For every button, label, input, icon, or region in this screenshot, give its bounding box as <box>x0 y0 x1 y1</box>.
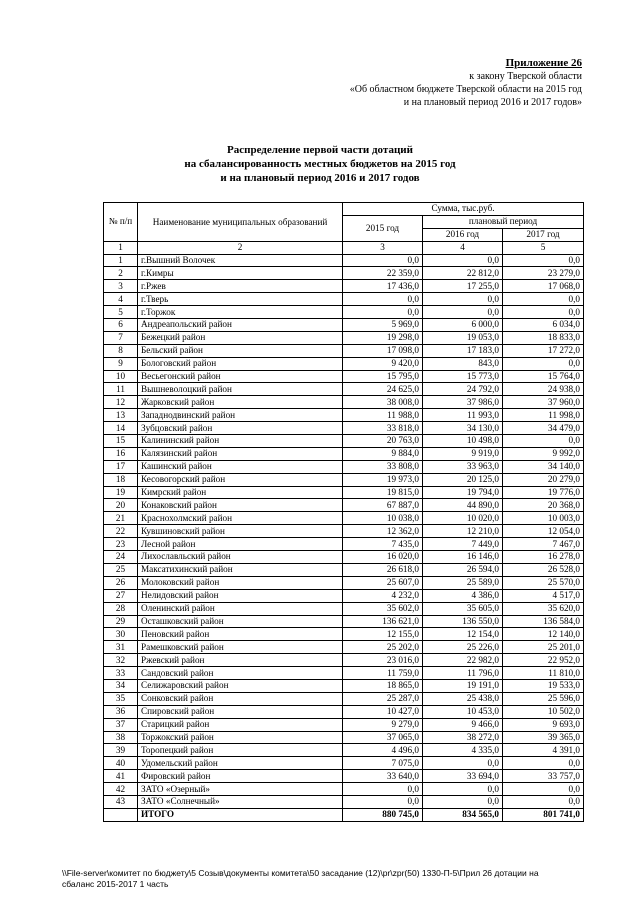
row-2016: 17 183,0 <box>423 344 503 357</box>
appendix-line-2: «Об областном бюджете Тверской области на 2015 год <box>349 84 582 95</box>
row-2015: 19 815,0 <box>343 486 423 499</box>
row-2016: 15 773,0 <box>423 370 503 383</box>
row-2017: 24 938,0 <box>503 383 584 396</box>
row-index: 13 <box>104 409 138 422</box>
document-heading <box>0 143 640 185</box>
row-index: 18 <box>104 473 138 486</box>
row-2016: 10 453,0 <box>423 705 503 718</box>
row-index: 5 <box>104 306 138 319</box>
row-2016: 35 605,0 <box>423 602 503 615</box>
row-2015: 38 008,0 <box>343 396 423 409</box>
header-2016: 2016 год <box>423 228 503 241</box>
row-index: 10 <box>104 370 138 383</box>
row-name: Лесной район <box>138 538 343 551</box>
table-row <box>104 744 584 757</box>
table-row <box>104 731 584 744</box>
row-2016: 4 335,0 <box>423 744 503 757</box>
subsidy-table <box>103 202 584 822</box>
table-row <box>104 293 584 306</box>
row-index: 24 <box>104 551 138 564</box>
row-2015: 12 362,0 <box>343 525 423 538</box>
row-2017: 0,0 <box>503 306 584 319</box>
row-name: Спировский район <box>138 705 343 718</box>
row-index: 1 <box>104 254 138 267</box>
row-2016: 0,0 <box>423 254 503 267</box>
row-2015: 19 298,0 <box>343 331 423 344</box>
row-2016: 22 982,0 <box>423 654 503 667</box>
row-2017: 7 467,0 <box>503 538 584 551</box>
table-row <box>104 331 584 344</box>
row-name: Сонковский район <box>138 692 343 705</box>
row-index: 4 <box>104 293 138 306</box>
row-name: г.Ржев <box>138 280 343 293</box>
row-name: Краснохолмский район <box>138 512 343 525</box>
row-name: Максатихинский район <box>138 563 343 576</box>
row-2016: 33 694,0 <box>423 770 503 783</box>
row-2015: 7 435,0 <box>343 538 423 551</box>
table-row <box>104 795 584 808</box>
row-2016: 0,0 <box>423 795 503 808</box>
row-index: 40 <box>104 757 138 770</box>
total-2017: 801 741,0 <box>503 808 584 821</box>
row-index: 43 <box>104 795 138 808</box>
row-2015: 22 359,0 <box>343 267 423 280</box>
header-2017: 2017 год <box>503 228 584 241</box>
row-2017: 19 533,0 <box>503 679 584 692</box>
table-row <box>104 486 584 499</box>
row-name: Торопецкий район <box>138 744 343 757</box>
row-name: Калининский район <box>138 435 343 448</box>
table-row <box>104 525 584 538</box>
row-2015: 0,0 <box>343 254 423 267</box>
row-2016: 0,0 <box>423 293 503 306</box>
row-index: 33 <box>104 667 138 680</box>
total-label: ИТОГО <box>138 808 343 821</box>
table-row <box>104 447 584 460</box>
appendix-line-1: к закону Тверской области <box>469 71 582 82</box>
row-2015: 9 279,0 <box>343 718 423 731</box>
row-2015: 26 618,0 <box>343 563 423 576</box>
row-name: г.Тверь <box>138 293 343 306</box>
row-2016: 20 125,0 <box>423 473 503 486</box>
footer-line-2: сбаланс 2015-2017 1 часть <box>62 879 169 889</box>
file-path-footer <box>62 868 582 890</box>
row-name: Кувшиновский район <box>138 525 343 538</box>
row-name: г.Кимры <box>138 267 343 280</box>
heading-line-1: Распределение первой части дотаций <box>227 144 413 156</box>
row-2015: 17 098,0 <box>343 344 423 357</box>
row-2015: 24 625,0 <box>343 383 423 396</box>
row-2015: 16 020,0 <box>343 551 423 564</box>
table-row <box>104 499 584 512</box>
row-index: 39 <box>104 744 138 757</box>
colnum-2: 2 <box>138 241 343 254</box>
row-2016: 33 963,0 <box>423 460 503 473</box>
table-row <box>104 280 584 293</box>
row-2015: 12 155,0 <box>343 628 423 641</box>
table-row <box>104 770 584 783</box>
table-row <box>104 460 584 473</box>
row-2017: 37 960,0 <box>503 396 584 409</box>
row-2016: 4 386,0 <box>423 589 503 602</box>
row-2017: 9 992,0 <box>503 447 584 460</box>
appendix-title: Приложение 26 <box>505 57 582 69</box>
total-2016: 834 565,0 <box>423 808 503 821</box>
row-index: 25 <box>104 563 138 576</box>
row-index: 29 <box>104 615 138 628</box>
row-2015: 25 202,0 <box>343 641 423 654</box>
row-name: Кимрский район <box>138 486 343 499</box>
row-index: 21 <box>104 512 138 525</box>
row-name: г.Вышний Волочек <box>138 254 343 267</box>
table-row <box>104 692 584 705</box>
row-2015: 4 496,0 <box>343 744 423 757</box>
table-row <box>104 679 584 692</box>
row-name: Старицкий район <box>138 718 343 731</box>
row-2017: 22 952,0 <box>503 654 584 667</box>
row-name: Бологовский район <box>138 357 343 370</box>
row-name: Конаковский район <box>138 499 343 512</box>
row-2016: 0,0 <box>423 757 503 770</box>
row-index: 38 <box>104 731 138 744</box>
table-row <box>104 254 584 267</box>
row-2015: 25 287,0 <box>343 692 423 705</box>
row-2017: 11 810,0 <box>503 667 584 680</box>
table-row <box>104 306 584 319</box>
table-row <box>104 344 584 357</box>
row-2016: 10 498,0 <box>423 435 503 448</box>
row-2016: 7 449,0 <box>423 538 503 551</box>
row-2015: 33 640,0 <box>343 770 423 783</box>
row-2016: 37 986,0 <box>423 396 503 409</box>
table-row <box>104 267 584 280</box>
row-2015: 67 887,0 <box>343 499 423 512</box>
row-2016: 10 020,0 <box>423 512 503 525</box>
row-2017: 39 365,0 <box>503 731 584 744</box>
row-2016: 9 466,0 <box>423 718 503 731</box>
table-row <box>104 538 584 551</box>
row-index: 3 <box>104 280 138 293</box>
row-name: Рамешковский район <box>138 641 343 654</box>
table-row <box>104 654 584 667</box>
row-index: 30 <box>104 628 138 641</box>
row-2015: 19 973,0 <box>343 473 423 486</box>
row-2017: 10 502,0 <box>503 705 584 718</box>
row-2017: 34 140,0 <box>503 460 584 473</box>
row-2015: 4 232,0 <box>343 589 423 602</box>
row-2015: 11 759,0 <box>343 667 423 680</box>
row-index: 36 <box>104 705 138 718</box>
appendix-line-3: и на плановый период 2016 и 2017 годов» <box>403 97 582 108</box>
row-2017: 23 279,0 <box>503 267 584 280</box>
row-2015: 0,0 <box>343 795 423 808</box>
row-index: 17 <box>104 460 138 473</box>
row-2016: 24 792,0 <box>423 383 503 396</box>
row-2017: 12 054,0 <box>503 525 584 538</box>
row-2017: 25 596,0 <box>503 692 584 705</box>
header-2015: 2015 год <box>343 215 423 241</box>
row-2015: 35 602,0 <box>343 602 423 615</box>
row-2015: 18 865,0 <box>343 679 423 692</box>
row-2015: 10 038,0 <box>343 512 423 525</box>
row-index: 34 <box>104 679 138 692</box>
footer-line-1: \\File-server\комитет по бюджету\5 Созыв\документы комитета\50 засадание (12)\pr\zpr(50) 1330-П-5\Прил 26 дотации на <box>62 868 539 878</box>
row-2015: 17 436,0 <box>343 280 423 293</box>
row-name: Бельский район <box>138 344 343 357</box>
table-row <box>104 512 584 525</box>
row-index: 32 <box>104 654 138 667</box>
row-2016: 26 594,0 <box>423 563 503 576</box>
table-row <box>104 473 584 486</box>
row-name: Кесовогорский район <box>138 473 343 486</box>
table-row <box>104 602 584 615</box>
row-index: 22 <box>104 525 138 538</box>
row-2017: 9 693,0 <box>503 718 584 731</box>
row-2017: 25 570,0 <box>503 576 584 589</box>
row-2017: 20 368,0 <box>503 499 584 512</box>
row-2016: 19 191,0 <box>423 679 503 692</box>
row-2017: 26 528,0 <box>503 563 584 576</box>
row-2015: 136 621,0 <box>343 615 423 628</box>
row-2016: 12 154,0 <box>423 628 503 641</box>
row-index: 8 <box>104 344 138 357</box>
table-row <box>104 409 584 422</box>
row-2017: 34 479,0 <box>503 422 584 435</box>
row-2015: 9 884,0 <box>343 447 423 460</box>
row-name: Ржевский район <box>138 654 343 667</box>
row-2017: 35 620,0 <box>503 602 584 615</box>
row-2016: 9 919,0 <box>423 447 503 460</box>
table-row <box>104 357 584 370</box>
row-name: Вышневолоцкий район <box>138 383 343 396</box>
table-body <box>104 254 584 808</box>
row-2017: 4 391,0 <box>503 744 584 757</box>
colnum-4: 4 <box>423 241 503 254</box>
row-2017: 11 998,0 <box>503 409 584 422</box>
table-row <box>104 615 584 628</box>
row-2017: 6 034,0 <box>503 319 584 332</box>
colnum-3: 3 <box>343 241 423 254</box>
colnum-1: 1 <box>104 241 138 254</box>
row-index: 37 <box>104 718 138 731</box>
row-name: Бежецкий район <box>138 331 343 344</box>
row-2017: 0,0 <box>503 757 584 770</box>
row-2016: 17 255,0 <box>423 280 503 293</box>
row-index: 31 <box>104 641 138 654</box>
row-index: 26 <box>104 576 138 589</box>
row-name: Весьегонский район <box>138 370 343 383</box>
row-index: 11 <box>104 383 138 396</box>
row-name: Молоковский район <box>138 576 343 589</box>
row-name: Зубцовский район <box>138 422 343 435</box>
header-plan-period: плановый период <box>423 215 584 228</box>
row-2016: 19 794,0 <box>423 486 503 499</box>
table-row <box>104 718 584 731</box>
row-2017: 19 776,0 <box>503 486 584 499</box>
row-2016: 16 146,0 <box>423 551 503 564</box>
total-row <box>104 808 584 821</box>
row-index: 27 <box>104 589 138 602</box>
row-2016: 19 053,0 <box>423 331 503 344</box>
row-2017: 10 003,0 <box>503 512 584 525</box>
row-2015: 0,0 <box>343 783 423 796</box>
row-name: Сандовский район <box>138 667 343 680</box>
row-2015: 10 427,0 <box>343 705 423 718</box>
row-2015: 7 075,0 <box>343 757 423 770</box>
row-2016: 0,0 <box>423 783 503 796</box>
table-row <box>104 667 584 680</box>
row-2016: 25 589,0 <box>423 576 503 589</box>
table-row <box>104 589 584 602</box>
row-index: 23 <box>104 538 138 551</box>
table-row <box>104 783 584 796</box>
row-index: 2 <box>104 267 138 280</box>
row-2015: 33 808,0 <box>343 460 423 473</box>
row-index: 6 <box>104 319 138 332</box>
row-2017: 20 279,0 <box>503 473 584 486</box>
row-2016: 38 272,0 <box>423 731 503 744</box>
row-2017: 0,0 <box>503 293 584 306</box>
row-2016: 12 210,0 <box>423 525 503 538</box>
header-number: № п/п <box>104 203 138 242</box>
heading-line-2: на сбалансированность местных бюджетов на 2015 год <box>184 158 456 170</box>
row-2016: 11 993,0 <box>423 409 503 422</box>
row-2017: 17 068,0 <box>503 280 584 293</box>
table-row <box>104 319 584 332</box>
row-2017: 4 517,0 <box>503 589 584 602</box>
row-2017: 0,0 <box>503 795 584 808</box>
row-2015: 5 969,0 <box>343 319 423 332</box>
row-name: Кашинский район <box>138 460 343 473</box>
row-2016: 0,0 <box>423 306 503 319</box>
row-2017: 0,0 <box>503 435 584 448</box>
row-index: 42 <box>104 783 138 796</box>
row-2017: 18 833,0 <box>503 331 584 344</box>
appendix-header <box>350 57 582 109</box>
table-row <box>104 641 584 654</box>
row-2017: 17 272,0 <box>503 344 584 357</box>
table-row <box>104 435 584 448</box>
row-name: Пеновский район <box>138 628 343 641</box>
table-row <box>104 370 584 383</box>
row-name: Фировский район <box>138 770 343 783</box>
row-index: 35 <box>104 692 138 705</box>
row-name: г.Торжок <box>138 306 343 319</box>
row-2015: 23 016,0 <box>343 654 423 667</box>
header-sum: Сумма, тыс.руб. <box>343 203 584 216</box>
row-name: Нелидовский район <box>138 589 343 602</box>
table-row <box>104 383 584 396</box>
row-index: 28 <box>104 602 138 615</box>
row-2016: 22 812,0 <box>423 267 503 280</box>
table-row <box>104 551 584 564</box>
row-name: Удомельский район <box>138 757 343 770</box>
row-index: 20 <box>104 499 138 512</box>
row-2016: 136 550,0 <box>423 615 503 628</box>
row-name: ЗАТО «Солнечный» <box>138 795 343 808</box>
row-index: 16 <box>104 447 138 460</box>
row-name: Осташковский район <box>138 615 343 628</box>
row-2016: 44 890,0 <box>423 499 503 512</box>
table-row <box>104 705 584 718</box>
row-2016: 6 000,0 <box>423 319 503 332</box>
table-row <box>104 563 584 576</box>
row-name: Калязинский район <box>138 447 343 460</box>
row-2015: 11 988,0 <box>343 409 423 422</box>
row-name: ЗАТО «Озерный» <box>138 783 343 796</box>
row-2016: 25 226,0 <box>423 641 503 654</box>
row-index: 9 <box>104 357 138 370</box>
row-2015: 0,0 <box>343 293 423 306</box>
table-row <box>104 628 584 641</box>
row-2015: 37 065,0 <box>343 731 423 744</box>
row-name: Андреапольский район <box>138 319 343 332</box>
row-name: Торжокский район <box>138 731 343 744</box>
row-2015: 9 420,0 <box>343 357 423 370</box>
row-2017: 0,0 <box>503 254 584 267</box>
row-2015: 33 818,0 <box>343 422 423 435</box>
row-name: Лихославльский район <box>138 551 343 564</box>
table-row <box>104 576 584 589</box>
row-name: Селижаровский район <box>138 679 343 692</box>
row-index: 41 <box>104 770 138 783</box>
row-2015: 0,0 <box>343 306 423 319</box>
row-2016: 843,0 <box>423 357 503 370</box>
colnum-5: 5 <box>503 241 584 254</box>
row-2017: 136 584,0 <box>503 615 584 628</box>
row-2017: 0,0 <box>503 357 584 370</box>
row-name: Жарковский район <box>138 396 343 409</box>
table-row <box>104 757 584 770</box>
row-2017: 16 278,0 <box>503 551 584 564</box>
row-2017: 12 140,0 <box>503 628 584 641</box>
row-2017: 33 757,0 <box>503 770 584 783</box>
row-2017: 25 201,0 <box>503 641 584 654</box>
row-2017: 15 764,0 <box>503 370 584 383</box>
row-index: 14 <box>104 422 138 435</box>
row-2016: 25 438,0 <box>423 692 503 705</box>
row-2015: 25 607,0 <box>343 576 423 589</box>
header-name: Наименование муниципальных образований <box>138 203 343 242</box>
row-2017: 0,0 <box>503 783 584 796</box>
row-name: Оленинский район <box>138 602 343 615</box>
row-2016: 11 796,0 <box>423 667 503 680</box>
row-2016: 34 130,0 <box>423 422 503 435</box>
row-2015: 15 795,0 <box>343 370 423 383</box>
row-2015: 20 763,0 <box>343 435 423 448</box>
total-index <box>104 808 138 821</box>
total-2015: 880 745,0 <box>343 808 423 821</box>
table-row <box>104 396 584 409</box>
table-row <box>104 422 584 435</box>
row-name: Западнодвинский район <box>138 409 343 422</box>
heading-line-3: и на плановый период 2016 и 2017 годов <box>220 172 420 184</box>
row-index: 7 <box>104 331 138 344</box>
row-index: 19 <box>104 486 138 499</box>
row-index: 12 <box>104 396 138 409</box>
row-index: 15 <box>104 435 138 448</box>
